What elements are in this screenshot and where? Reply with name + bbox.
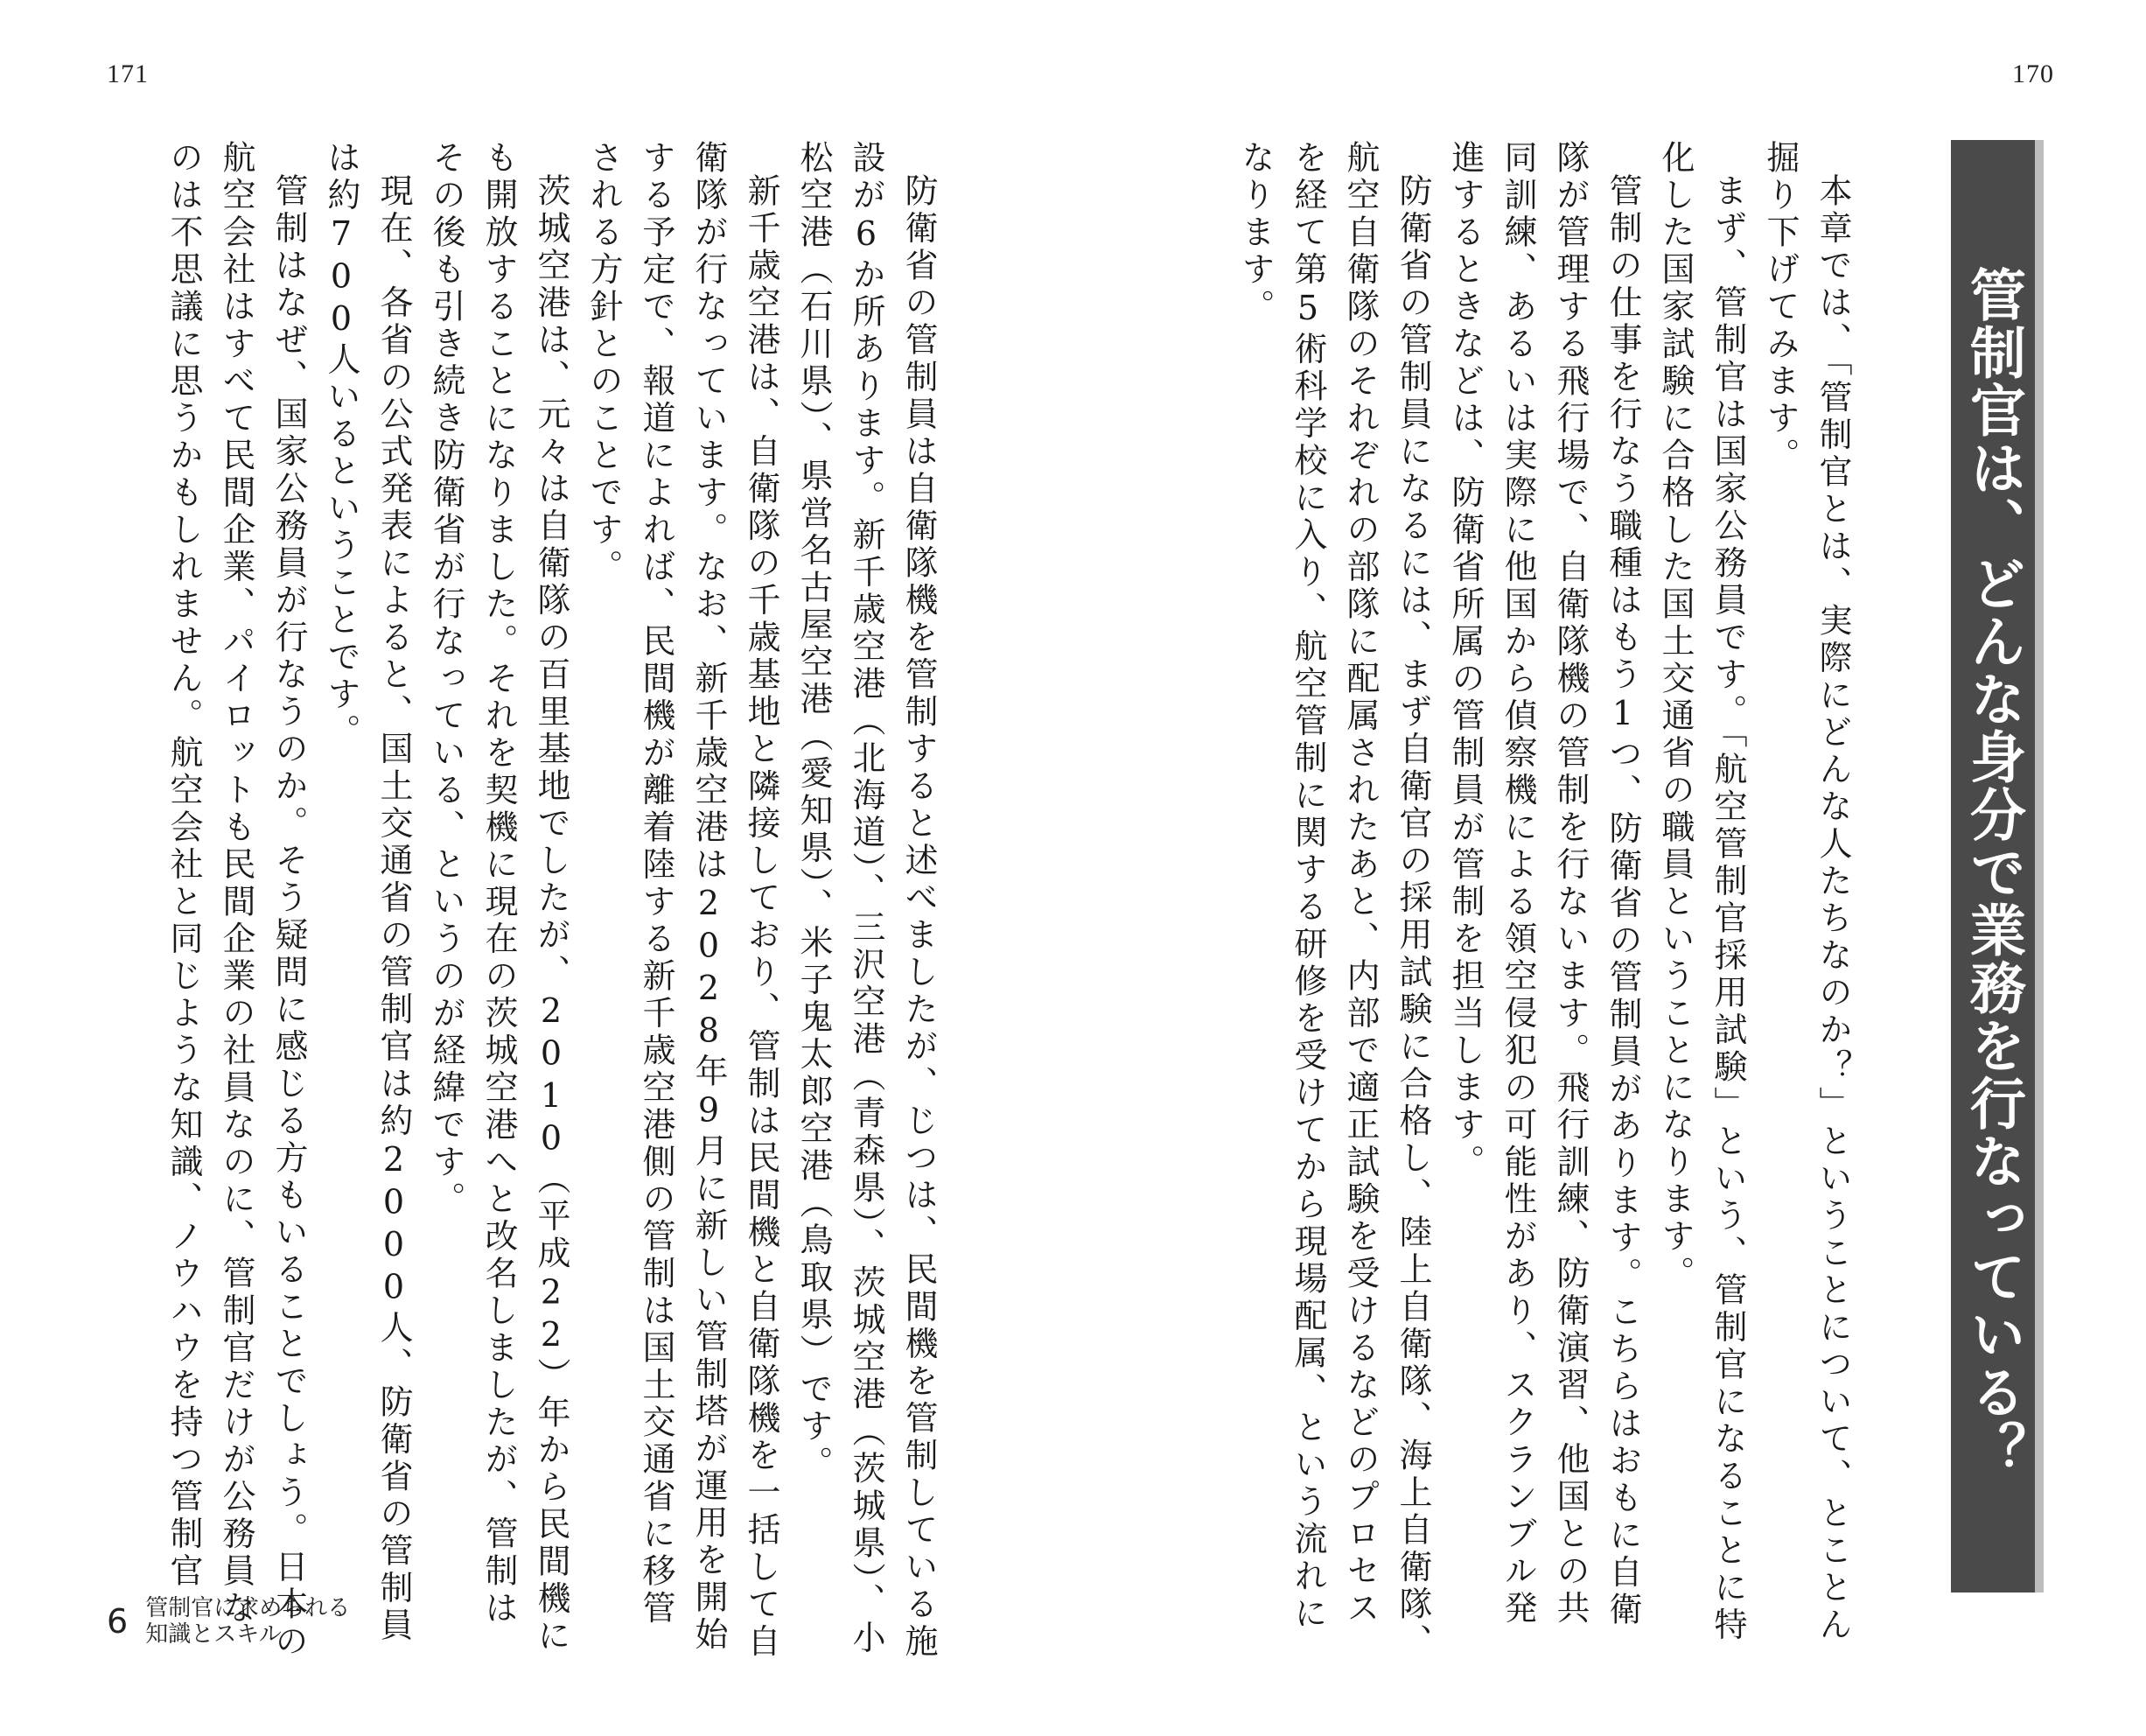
paragraph: 本章では、「管制官とは、実際にどんな人たちなのか？」ということについて、とことん掘り下げてみます。	[1761, 140, 1852, 1644]
chapter-number: 6	[107, 1602, 129, 1641]
paragraph: 管制の仕事を行なう職種はもう1つ、防衛省の管制員があります。こちらはおもに自衛隊が管理する飛行場で、自衛隊機の管制を行ないます。飛行訓練、防衛演習、他国との共同訓練、あるいは実際に他国から偵察機による領空侵犯の可能性があり、スクランブル発進するときなどは、防衛省所属の管制員が管制を担当します。	[1446, 140, 1642, 1629]
section-title-rule	[2035, 140, 2044, 1592]
paragraph: 管制はなぜ、国家公務員が行なうのか。そう疑問に感じる方もいることでしょう。日本の航空会社はすべて民間企業、パイロットも民間企業の社員なのに、管制官だけが公務員なのは不思議に思うかもしれません。航空会社と同じような知識、ノウハウを持つ管制官	[164, 140, 308, 1661]
paragraph: まず、管制官は国家公務員です。「航空管制官採用試験」という、管制官になることに特化した国家試験に合格した国土交通省の職員ということになります。	[1656, 140, 1747, 1644]
chapter-name-line-2: 知識とスキル	[145, 1621, 282, 1648]
chapter-footer	[107, 1591, 350, 1652]
page-number-right: 170	[2012, 60, 2054, 88]
paragraph: 防衛省の管制員は自衛隊機を管制すると述べましたが、じつは、民間機を管制している施設が6か所あります。新千歳空港（北海道）、三沢空港（青森県）、茨城空港（茨城県）、小松空港（石川県）、県営名古屋空港（愛知県）、米子鬼太郎空港（鳥取県）です。	[794, 140, 938, 1661]
chapter-name-line-1: 管制官に求められる	[145, 1595, 351, 1621]
paragraph: 茨城空港は、元々は自衛隊の百里基地でしたが、2010（平成22）年から民間機にも開放することになりました。それを契機に現在の茨城空港へと改名しましたが、管制はその後も引き続き防衛省が行なっている、というのが経緯です。	[427, 140, 570, 1656]
paragraph: 防衛省の管制員になるには、まず自衛官の採用試験に合格し、陸上自衛隊、海上自衛隊、航空自衛隊のそれぞれの部隊に配属されたあと、内部で適正試験を受けるなどのプロセスを経て第5術科学校に入り、航空管制に関する研修を受けてから現場配属、という流れになります。	[1236, 140, 1432, 1661]
page-number-left: 171	[107, 60, 149, 88]
paragraph: 新千歳空港は、自衛隊の千歳基地と隣接しており、管制は民間機と自衛隊機を一括して自衛隊が行なっています。なお、新千歳空港は2028年9月に新しい管制塔が運用を開始する予定で、報道によれば、民間機が離着陸する新千歳空港側の管制は国土交通省に移管される方針とのことです。	[584, 140, 780, 1661]
paragraph: 現在、各省の公式発表によると、国土交通省の管制官は約2000人、防衛省の管制員は約700人いるということです。	[322, 140, 413, 1645]
right-page-body	[1229, 140, 1859, 1662]
section-title: 管制官は、どんな身分で業務を行なっている？	[1951, 140, 2035, 1592]
left-page-body	[105, 140, 945, 1662]
chapter-name	[145, 1595, 350, 1648]
